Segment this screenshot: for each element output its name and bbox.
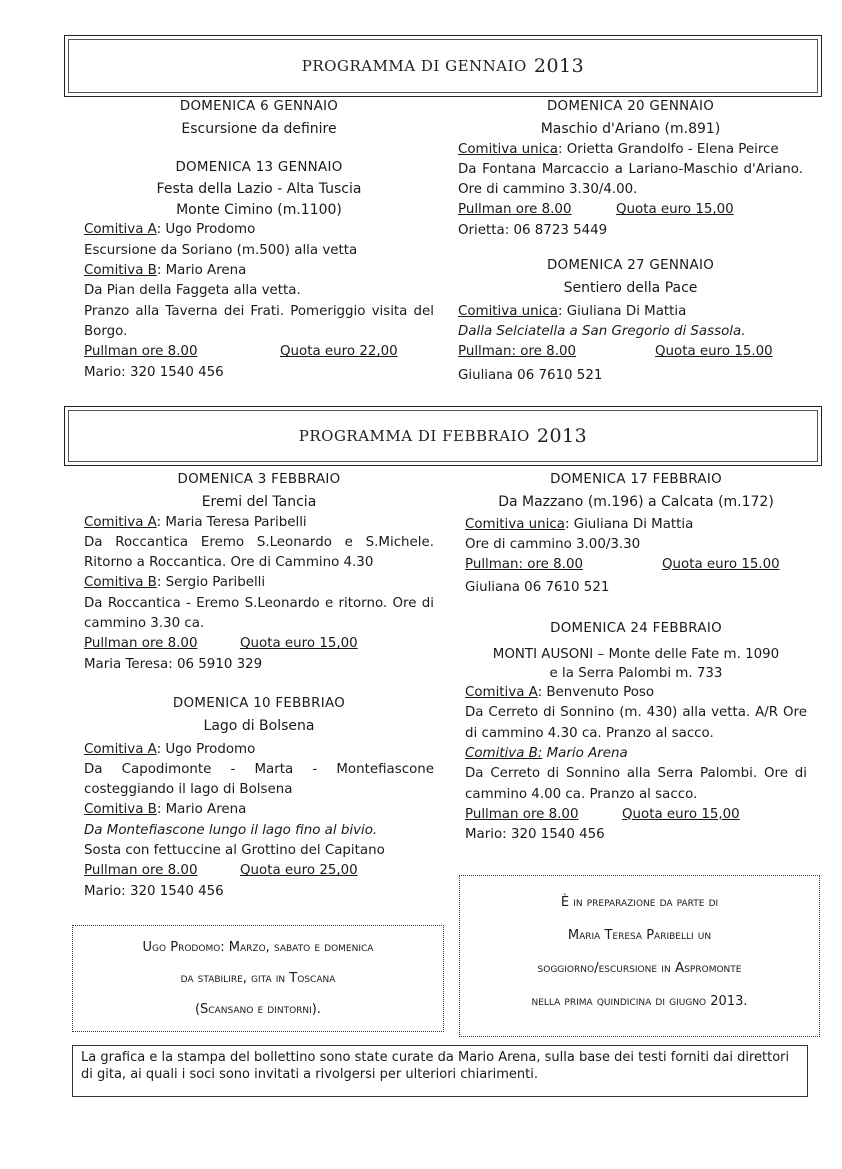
febbraio-left-column [84,470,434,902]
event-title: Da Mazzano (m.196) a Calcata (m.172) [498,494,774,511]
event-description: Da Fontana Marcaccio a Lariano-Maschio d'Ariano. Ore di cammino 3.30/4.00. [458,161,803,198]
group-a-leader: : Ugo Prodomo [156,741,256,757]
banner-gennaio [64,35,822,97]
event-title: Eremi del Tancia [201,494,317,511]
group-a-line [84,513,434,533]
group-a-label: Comitiva A [84,222,157,238]
group-b-line [84,261,434,281]
notice-line: (Scansano e dintorni). [194,1002,322,1017]
footer-text: La grafica e la stampa del bollettino sono state curate da Mario Arena, sulla base dei testi forniti dai direttori di gita, ai quali i soci sono invitati a rivolgersi per ulteriori chiarimenti. [81,1050,790,1082]
group-b-label: Comitiva B [84,575,157,591]
banner-gennaio-year: 2013 [533,55,585,77]
event-title: Lago di Bolsena [203,718,315,735]
group-b-description: Sosta con fettuccine al Grottino del Capitano [84,843,385,859]
notice-aspromonte [459,875,820,1037]
pullman-time: Pullman: ore 8.00 [465,557,583,573]
pullman-row [84,634,434,654]
pullman-time: Pullman ore 8.00 [84,344,198,360]
event-date: DOMENICA 10 FEBBRIAO [172,695,346,711]
group-a-label: Comitiva A [84,741,157,757]
banner-gennaio-inner [68,39,818,93]
pullman-time: Pullman ore 8.00 [84,863,198,879]
gennaio-right-column [458,97,803,386]
notice-ugo-prodomo [72,925,444,1032]
group-a-leader: : Benvenuto Poso [537,685,655,701]
group-a-label: Comitiva A [84,514,157,530]
notice-line: Ugo Prodomo: Marzo, sabato e domenica [142,940,374,955]
febbraio-right-column [465,470,807,845]
event-date: DOMENICA 20 GENNAIO [546,99,715,114]
group-b-leader: : Mario Arena [156,802,247,818]
price: Quota euro 15,00 [616,202,734,218]
banner-febbraio-title: PROGRAMMA DI FEBBRAIO [298,427,530,445]
group-a-leader: : Ugo Prodomo [156,222,256,238]
event-date: DOMENICA 13 GENNAIO [175,159,343,175]
event-title: e la Serra Palombi m. 733 [549,666,723,682]
event-date: DOMENICA 24 FEBBRAIO [550,620,722,636]
group-leader: : Orietta Grandolfo - Elena Peirce [557,141,779,157]
group-a-description: Escursione da Soriano (m.500) alla vetta [84,242,358,258]
group-b-description: Da Pian della Faggeta alla vetta. [84,283,301,299]
group-leader: : Giuliana Di Mattia [564,516,694,532]
group-label: Comitiva unica [458,141,558,157]
group-b-leader: : Mario Arena [156,263,247,279]
pullman-time: Pullman ore 8.00 [465,806,579,822]
price: Quota euro 15.00 [655,344,773,360]
group-a-description: Da Roccantica Eremo S.Leonardo e S.Michele. Ritorno a Roccantica. Ore di Cammino 4.30 [84,534,434,571]
group-a-description: Da Cerreto di Sonnino (m. 430) alla vetta. A/R Ore di cammino 4.30 ca. Pranzo al sacco. [465,705,807,741]
group-a-line [465,683,807,703]
group-b-label: Comitiva B [84,263,157,279]
price: Quota euro 15,00 [622,806,740,822]
pullman-row [458,200,803,220]
event-date: DOMENICA 6 GENNAIO [179,99,339,114]
group-a-label: Comitiva A [465,685,538,701]
pullman-row [84,342,434,362]
group-b-description: Da Montefiascone lungo il lago fino al bivio. [84,822,378,838]
price: Quota euro 25,00 [240,863,358,879]
event-description: Ore di cammino 3.00/3.30 [465,536,641,552]
group-b-line [465,744,807,764]
price: Quota euro 15,00 [240,636,358,652]
contact: Mario: 320 1540 456 [84,364,224,380]
pullman-row [84,861,434,881]
contact: Giuliana 06 7610 521 [458,367,603,383]
group-line [465,515,807,535]
pullman-time: Pullman ore 8.00 [458,202,572,218]
pullman-row [465,805,807,825]
group-b-description: Pranzo alla Taverna dei Frati. Pomeriggio visita del Borgo. [84,303,434,339]
notice-line: da stabilire, gita in Toscana [180,971,336,986]
event-date: DOMENICA 17 FEBBRAIO [550,472,722,487]
event-title: MONTI AUSONI – Monte delle Fate m. 1090 [492,647,780,663]
contact: Mario: 320 1540 456 [465,827,605,843]
group-b-leader: Mario Arena [542,745,628,761]
group-label: Comitiva unica [458,303,558,319]
contact: Mario: 320 1540 456 [84,883,224,899]
event-title: Festa della Lazio - Alta Tuscia [156,180,362,197]
group-b-description: Da Roccantica - Eremo S.Leonardo e ritorno. Ore di cammino 3.30 ca. [84,595,434,632]
group-label: Comitiva unica [465,516,565,532]
notice-line: nella prima quindicina di giugno 2013. [531,994,748,1009]
event-date: DOMENICA 27 GENNAIO [546,258,715,274]
notice-line: Maria Teresa Paribelli un [567,928,712,943]
event-title: Sentiero della Pace [563,280,698,297]
price: Quota euro 15.00 [662,557,780,573]
group-a-line [84,740,434,760]
banner-febbraio-year: 2013 [536,425,588,447]
event-description: Dalla Selciatella a San Gregorio di Sassola. [458,323,746,339]
banner-febbraio [64,406,822,466]
group-leader: : Giuliana Di Mattia [557,303,687,319]
price: Quota euro 22,00 [280,344,398,360]
pullman-time: Pullman ore 8.00 [84,636,198,652]
footer-credits [72,1045,808,1097]
contact: Giuliana 06 7610 521 [465,580,610,596]
group-b-label: Comitiva B [84,802,157,818]
group-line [458,140,803,160]
group-b-label: Comitiva B: [465,745,543,761]
notice-line-text: soggiorno/escursione in Aspromonte [537,960,742,976]
pullman-row [458,342,803,362]
event-title: Maschio d'Ariano (m.891) [540,121,721,138]
gennaio-left-column [84,97,434,383]
banner-gennaio-title: PROGRAMMA DI GENNAIO [301,57,527,75]
event-title: Escursione da definire [181,121,337,138]
contact: Orietta: 06 8723 5449 [458,222,608,238]
group-b-line [84,573,434,593]
banner-febbraio-inner [68,410,818,462]
contact: Maria Teresa: 06 5910 329 [84,656,263,672]
pullman-time: Pullman: ore 8.00 [458,344,576,360]
event-date: DOMENICA 3 FEBBRAIO [177,472,341,487]
group-a-description: Da Capodimonte - Marta - Montefiascone costeggiando il lago di Bolsena [84,761,434,798]
group-b-leader: : Sergio Paribelli [156,575,266,591]
group-b-description: Da Cerreto di Sonnino alla Serra Palombi. Ore di cammino 4.00 ca. Pranzo al sacco. [465,766,807,802]
notice-line [460,952,819,985]
group-b-line [84,800,434,820]
group-a-leader: : Maria Teresa Paribelli [156,514,307,530]
notice-line: È in preparazione da parte di [560,895,719,910]
group-a-line [84,220,434,240]
pullman-row [465,555,807,575]
event-title: Monte Cimino (m.1100) [176,202,342,219]
group-line [458,302,803,322]
